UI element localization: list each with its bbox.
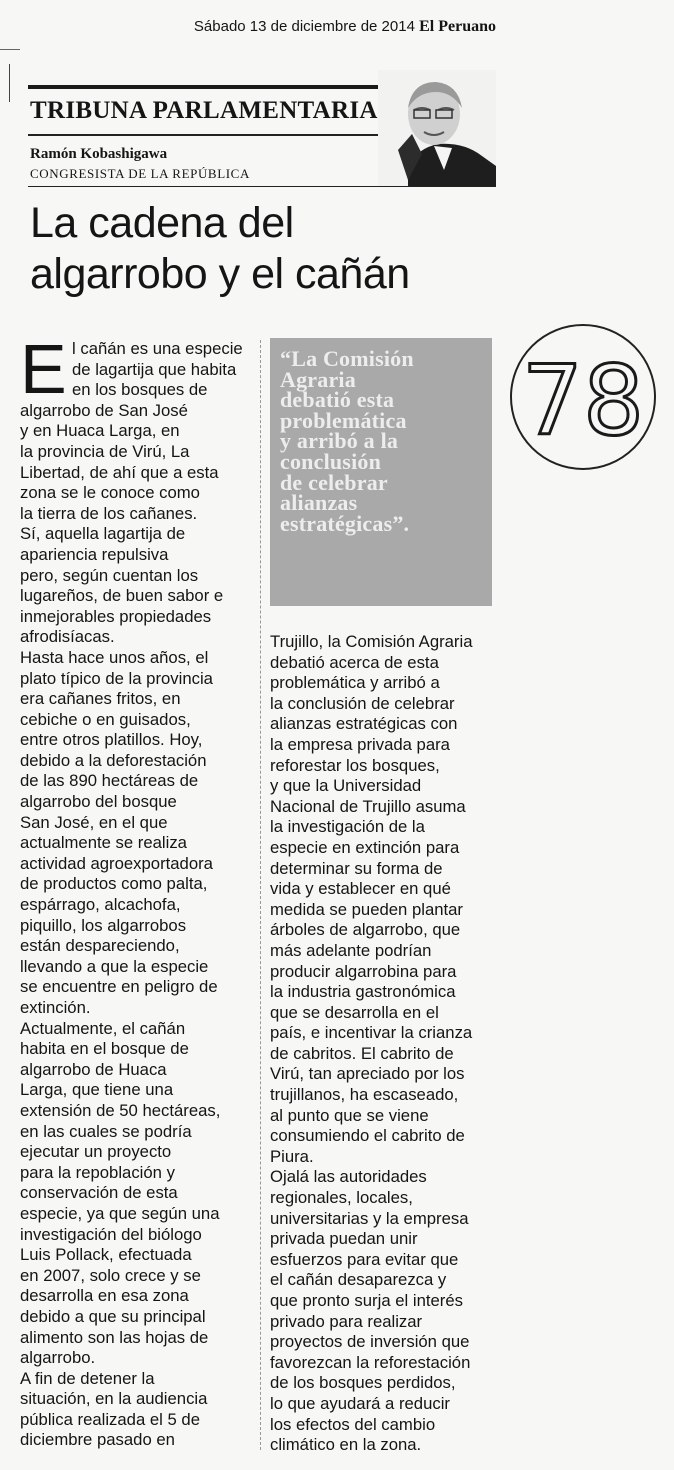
author-rule bbox=[28, 186, 496, 187]
text-line: la empresa privada para bbox=[270, 734, 450, 754]
text-line: debatió esta bbox=[280, 387, 395, 413]
text-line: están despareciendo, bbox=[20, 936, 180, 956]
text-line: más adelante podrían bbox=[270, 940, 432, 960]
text-line: Actualmente, el cañán bbox=[20, 1018, 186, 1038]
text-line: entre otros platillos. Hoy, bbox=[20, 730, 203, 750]
handwritten-page-stamp bbox=[508, 322, 658, 472]
text-line: Virú, tan apreciado por los bbox=[270, 1064, 465, 1084]
drop-cap: E bbox=[20, 330, 67, 408]
text-line: plato típico de la provincia bbox=[20, 668, 213, 688]
text-line: zona se le conoce como bbox=[20, 483, 200, 503]
author-name: Ramón Kobashigawa bbox=[30, 146, 168, 162]
text-line: extensión de 50 hectáreas, bbox=[20, 1100, 221, 1120]
text-line: algarrobo de Huaca bbox=[20, 1059, 167, 1079]
column-divider bbox=[260, 340, 261, 1450]
text-line: problemática y arribó a bbox=[270, 673, 440, 693]
text-line: de celebrar bbox=[280, 469, 388, 495]
text-line: actualmente se realiza bbox=[20, 833, 187, 853]
text-line: la conclusión de celebrar bbox=[270, 693, 455, 713]
text-line: Nacional de Trujillo asuma bbox=[270, 796, 466, 816]
text-line: privado para realizar bbox=[270, 1311, 423, 1331]
text-line: piquillo, los algarrobos bbox=[20, 915, 187, 935]
text-line: universitarias y la empresa bbox=[270, 1208, 469, 1228]
text-line: reforestar los bosques, bbox=[270, 755, 440, 775]
text-line: favorezcan la reforestación bbox=[270, 1352, 471, 1372]
text-line: debatió acerca de esta bbox=[270, 652, 439, 672]
text-line: Trujillo, la Comisión Agraria bbox=[270, 632, 473, 651]
text-line: y arribó a la bbox=[280, 428, 399, 454]
text-line: pública realizada el 5 de bbox=[20, 1409, 200, 1429]
text-line: investigación del biólogo bbox=[20, 1224, 202, 1244]
text-line: la investigación de la bbox=[270, 817, 425, 837]
text-line: algarrobo del bosque bbox=[20, 792, 177, 812]
author-photo bbox=[378, 70, 496, 186]
headline-line: algarrobo y el cañán bbox=[30, 250, 410, 298]
text-line: debido a la deforestación bbox=[20, 750, 207, 770]
text-line: proyectos de inversión que bbox=[270, 1332, 470, 1352]
text-line: en 2007, solo crece y se bbox=[20, 1265, 201, 1285]
text-line: Larga, que tiene una bbox=[20, 1080, 174, 1100]
text-line: que pronto surja el interés bbox=[270, 1291, 463, 1310]
text-line: problemática bbox=[280, 407, 407, 433]
article-column-left bbox=[20, 330, 248, 1451]
text-line: cebiche o en guisados, bbox=[20, 709, 191, 729]
text-line: producir algarrobina para bbox=[270, 961, 457, 981]
text-line: desarrolla en esa zona bbox=[20, 1286, 189, 1306]
text-line: afrodisíacas. bbox=[20, 627, 115, 647]
text-line: de las 890 hectáreas de bbox=[20, 771, 199, 791]
text-line: el cañán desaparezca y bbox=[270, 1270, 447, 1290]
headline-line: La cadena del bbox=[30, 199, 294, 247]
text-line: lugareños, de buen sabor e bbox=[20, 586, 224, 606]
text-line: actividad agroexportadora bbox=[20, 853, 213, 873]
text-line: trujillanos, ha escaseado, bbox=[270, 1085, 459, 1105]
text-line: llevando a que la especie bbox=[20, 956, 209, 976]
text-line: habita en el bosque de bbox=[20, 1039, 189, 1059]
header-paper-name: El Peruano bbox=[419, 18, 496, 35]
text-line: “La Comisión bbox=[280, 346, 414, 371]
text-line: medida se pueden plantar bbox=[270, 899, 463, 919]
text-line: Luis Pollack, efectuada bbox=[20, 1245, 192, 1265]
text-line: de los bosques perdidos, bbox=[270, 1373, 456, 1393]
text-line: algarrobo de San José bbox=[20, 400, 188, 420]
text-line: algarrobo. bbox=[20, 1348, 96, 1368]
text-line: los efectos del cambio bbox=[270, 1414, 436, 1434]
text-line: inmejorables propiedades bbox=[20, 606, 212, 626]
text-line: y en Huaca Larga, en bbox=[20, 421, 180, 441]
text-line: alianzas estratégicas con bbox=[270, 714, 458, 734]
text-line: esfuerzos para evitar que bbox=[270, 1249, 459, 1269]
text-line: era cañanes fritos, en bbox=[20, 689, 181, 709]
text-line: diciembre pasado en bbox=[20, 1430, 175, 1450]
text-line: conclusión bbox=[280, 448, 382, 474]
text-line: especie, ya que según una bbox=[20, 1203, 220, 1223]
text-line: la industria gastronómica bbox=[270, 982, 456, 1002]
author-role: CONGRESISTA DE LA REPÚBLICA bbox=[30, 166, 250, 181]
headline bbox=[30, 198, 490, 300]
text-line: Hasta hace unos años, el bbox=[20, 647, 209, 667]
text-line: se encuentre en peligro de bbox=[20, 977, 218, 997]
text-line: Piura. bbox=[270, 1146, 314, 1166]
text-line: país, e incentivar la crianza bbox=[270, 1023, 473, 1043]
margin-rule bbox=[9, 64, 10, 102]
text-line: conservación de esta bbox=[20, 1183, 178, 1203]
stamp-number: 78 bbox=[521, 345, 645, 457]
text-line: consumiendo el cabrito de bbox=[270, 1126, 465, 1146]
text-line: que se desarrolla en el bbox=[270, 1002, 439, 1022]
text-line: pero, según cuentan los bbox=[20, 565, 199, 585]
text-line: regionales, locales, bbox=[270, 1188, 413, 1208]
top-edge-rule bbox=[0, 49, 20, 50]
text-line: debido a que su principal bbox=[20, 1306, 206, 1326]
text-line: alianzas bbox=[280, 490, 358, 516]
section-title: TRIBUNA PARLAMENTARIA bbox=[30, 97, 378, 124]
text-line: árboles de algarrobo, que bbox=[270, 920, 461, 940]
text-line: al punto que se viene bbox=[270, 1105, 429, 1125]
text-line: para la repoblación y bbox=[20, 1162, 175, 1182]
text-line: Ojalá las autoridades bbox=[270, 1167, 427, 1187]
article-column-right bbox=[270, 632, 490, 1456]
text-line: determinar su forma de bbox=[270, 858, 443, 878]
text-line: l cañán es una especie bbox=[72, 339, 243, 358]
text-line: apariencia repulsiva bbox=[20, 544, 169, 564]
text-line: ejecutar un proyecto bbox=[20, 1142, 172, 1162]
text-line: de cabritos. El cabrito de bbox=[270, 1043, 454, 1063]
text-line: de lagartija que habita bbox=[72, 359, 237, 379]
text-line: especie en extinción para bbox=[270, 837, 460, 857]
text-line: la tierra de los cañanes. bbox=[20, 503, 198, 523]
page-header bbox=[150, 18, 496, 36]
text-line: situación, en la audiencia bbox=[20, 1389, 208, 1409]
text-line: espárrago, alcachofa, bbox=[20, 895, 181, 915]
text-line: y que la Universidad bbox=[270, 776, 422, 796]
text-line: climático en la zona. bbox=[270, 1435, 422, 1455]
pull-quote bbox=[280, 346, 492, 536]
text-line: alimento son las hojas de bbox=[20, 1327, 209, 1347]
text-line: en los bosques de bbox=[72, 380, 208, 400]
text-line: vida y establecer en qué bbox=[270, 879, 451, 899]
header-date: Sábado 13 de diciembre de 2014 bbox=[193, 18, 415, 35]
text-line: extinción. bbox=[20, 998, 91, 1017]
text-line: Agraria bbox=[280, 366, 356, 392]
text-line: lo que ayudará a reducir bbox=[270, 1393, 450, 1413]
text-line: privada puedan unir bbox=[270, 1229, 418, 1249]
text-line: estratégicas”. bbox=[280, 510, 410, 536]
text-line: la provincia de Virú, La bbox=[20, 441, 190, 461]
text-line: San José, en el que bbox=[20, 812, 168, 832]
text-line: en las cuales se podría bbox=[20, 1121, 192, 1141]
text-line: de productos como palta, bbox=[20, 874, 208, 894]
text-line: A fin de detener la bbox=[20, 1368, 155, 1388]
text-line: Sí, aquella lagartija de bbox=[20, 524, 186, 544]
text-line: Libertad, de ahí que a esta bbox=[20, 462, 219, 482]
